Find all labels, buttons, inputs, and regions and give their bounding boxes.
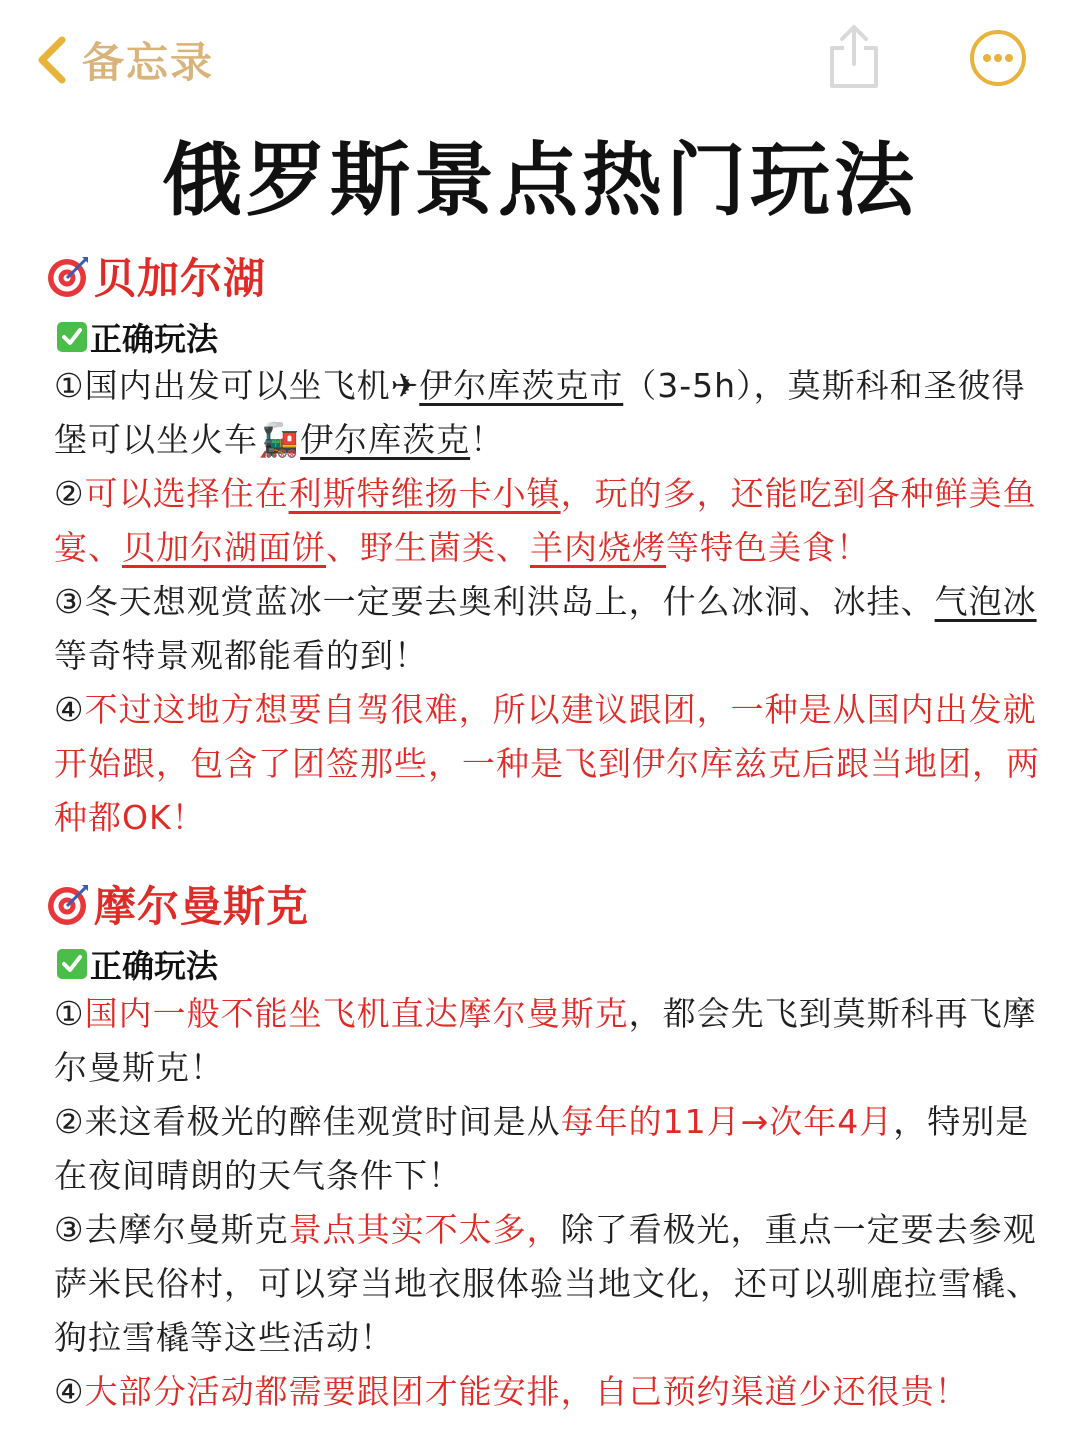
list-item: [54, 1365, 1040, 1419]
section-title: 摩尔曼斯克: [94, 882, 310, 931]
list-item: [54, 1095, 1040, 1203]
section-title: 贝加尔湖: [94, 254, 267, 303]
text: ，特别是在夜间晴朗的天气条件下！: [54, 1102, 1030, 1195]
chevron-left-icon: [34, 34, 70, 86]
target-icon: [46, 253, 92, 299]
text: 除了看极光，重点一定要去参观萨米民俗村，可以穿当地衣服体验当地文化，还可以驯鹿拉雪橇、狗拉雪橇等这些活动！: [54, 1210, 1040, 1357]
red-underlined-text: 利斯特维扬卡小镇: [288, 474, 561, 513]
share-icon[interactable]: [824, 22, 884, 90]
section-heading-baikal: [46, 246, 266, 306]
red-text: 每年的11月→次年4月: [560, 1102, 894, 1141]
section-heading-murmansk: [46, 874, 309, 934]
link-text: 伊尔库茨克: [300, 420, 471, 459]
check-box-icon: [56, 948, 88, 980]
red-text: 景点其实不太多，: [288, 1210, 561, 1249]
subheading-text: 正确玩法: [90, 947, 219, 985]
text: ④: [54, 690, 85, 729]
red-text: 不过这地方想要自驾很难，所以建议跟团，一种是从国内出发就开始跟，包含了团签那些，一种是飞到伊尔库兹克后跟当地团，两种都OK！: [54, 690, 1040, 837]
text: 等奇特景观都能看的到！: [54, 636, 428, 675]
link-text: 伊尔库茨克市: [419, 366, 624, 405]
red-text: 国内一般不能坐飞机直达摩尔曼斯克: [84, 994, 629, 1033]
list-item: [54, 359, 1040, 467]
red-text: 大部分活动都需要跟团才能安排，自己预约渠道少还很贵！: [84, 1372, 969, 1411]
text: ①国内出发可以坐飞机: [54, 366, 391, 405]
text: ③去摩尔曼斯克: [54, 1210, 289, 1249]
nav-bar: [0, 0, 1080, 115]
text: ③冬天想观赏蓝冰一定要去奥利洪岛上，什么冰洞、冰挂、: [54, 582, 935, 621]
text: ②: [54, 474, 85, 513]
subheading-text: 正确玩法: [90, 320, 219, 358]
back-button[interactable]: [34, 30, 214, 90]
train-icon: 🚂: [258, 420, 301, 459]
list-item: [54, 1203, 1040, 1365]
red-text: 、野生菌类、: [326, 528, 530, 567]
text: ，都会先飞到莫斯科再飞摩尔曼斯克！: [54, 994, 1037, 1087]
more-icon[interactable]: [968, 28, 1028, 88]
red-text: 等特色美食！: [666, 528, 870, 567]
red-underlined-text: 羊肉烧烤: [530, 528, 666, 567]
underlined-text: 气泡冰: [934, 582, 1037, 621]
list-item: [54, 683, 1040, 845]
text: ④: [54, 1372, 85, 1411]
list-item: [54, 575, 1040, 683]
subheading: [56, 941, 218, 987]
text: （3-5h），莫斯科和圣彼得堡可以坐火车: [54, 366, 1026, 459]
subheading: [56, 314, 218, 360]
text: ①: [54, 994, 85, 1033]
airplane-icon: ✈: [390, 366, 420, 405]
target-icon: [46, 881, 92, 927]
red-text: 可以选择住在: [84, 474, 289, 513]
list-item: [54, 467, 1040, 575]
red-underlined-text: 贝加尔湖面饼: [122, 528, 326, 567]
text: ！: [470, 420, 505, 459]
check-box-icon: [56, 321, 88, 353]
page-title: 俄罗斯景点热门玩法: [162, 134, 918, 227]
back-label: 备忘录: [82, 38, 215, 87]
text: ②来这看极光的醉佳观赏时间是从: [54, 1102, 561, 1141]
list-item: [54, 987, 1040, 1095]
red-text: ，玩的多，还能吃到各种鲜美鱼宴、: [54, 474, 1037, 567]
